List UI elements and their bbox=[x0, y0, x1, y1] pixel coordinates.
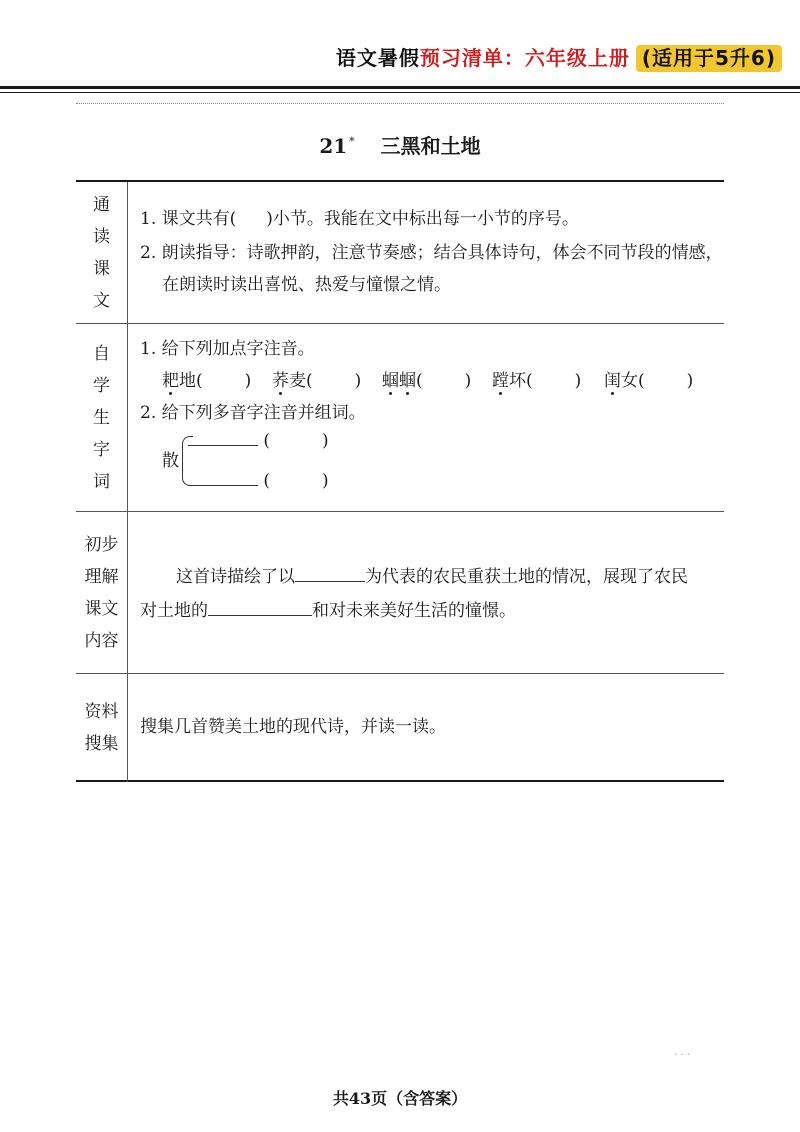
word-blank[interactable] bbox=[188, 467, 258, 486]
header-grade-badge: (适用于5升6) bbox=[636, 45, 782, 72]
section-understand-content bbox=[76, 512, 724, 674]
answer-blank[interactable] bbox=[295, 563, 365, 582]
summary-line1: 这首诗描绘了以 为代表的农民重获土地的情况，展现了农民 bbox=[176, 560, 688, 594]
item-polyphone-instruction: 2. 给下列多音字注音并组词。 bbox=[140, 403, 366, 423]
header-title-part2: 预习清单：六年级上册 bbox=[419, 46, 630, 70]
page-header bbox=[336, 42, 782, 71]
header-rule-thick bbox=[0, 86, 800, 89]
polyphone-row: ( ) bbox=[188, 464, 329, 498]
item-reading-guide-cont: 在朗读时读出喜悦、热爱与憧憬之情。 bbox=[162, 275, 451, 295]
dotted-divider bbox=[76, 103, 724, 104]
word-blank[interactable] bbox=[188, 427, 258, 446]
section-read-through bbox=[76, 182, 724, 324]
item-paragraph-count: 1. 课文共有( )小节。我能在文中标出每一小节的序号。 bbox=[140, 209, 579, 229]
summary-line2: 对土地的 和对未来美好生活的憧憬。 bbox=[140, 594, 516, 628]
word-item: 蹚坏( ) bbox=[492, 371, 582, 391]
item-pinyin-instruction: 1. 给下列加点字注音。 bbox=[140, 339, 315, 359]
section-material-collection bbox=[76, 674, 724, 782]
lesson-title bbox=[0, 130, 800, 159]
header-title-part1: 语文暑假 bbox=[335, 46, 420, 70]
word-item: 蝈蝈( ) bbox=[382, 371, 472, 391]
faint-mark: · · · bbox=[674, 1050, 690, 1061]
section-label: 通读课文 bbox=[93, 194, 110, 311]
section-label: 初步理解课文内容 bbox=[84, 534, 119, 651]
lesson-star-mark: * bbox=[349, 135, 355, 149]
collection-task: 搜集几首赞美土地的现代诗，并读一读。 bbox=[140, 717, 446, 737]
polyphone-char: 散 bbox=[162, 451, 179, 471]
answer-blank[interactable] bbox=[208, 597, 312, 616]
polyphone-row: ( ) bbox=[188, 424, 329, 458]
word-item: 耙地( ) bbox=[162, 371, 252, 391]
word-item: 闺女( ) bbox=[604, 371, 694, 391]
header-rule-thin bbox=[0, 92, 800, 93]
section-self-study-words bbox=[76, 324, 724, 512]
lesson-number: 21 bbox=[319, 134, 348, 158]
preview-table bbox=[76, 180, 724, 782]
section-label: 自学生字词 bbox=[93, 343, 110, 492]
word-item: 荞麦( ) bbox=[272, 371, 362, 391]
page-footer: 共43页（含答案） bbox=[332, 1089, 468, 1108]
lesson-name: 三黑和土地 bbox=[380, 134, 481, 158]
item-reading-guide: 2. 朗读指导：诗歌押韵，注意节奏感；结合具体诗句，体会不同节段的情感， bbox=[140, 243, 723, 263]
section-label: 资料搜集 bbox=[84, 702, 119, 754]
